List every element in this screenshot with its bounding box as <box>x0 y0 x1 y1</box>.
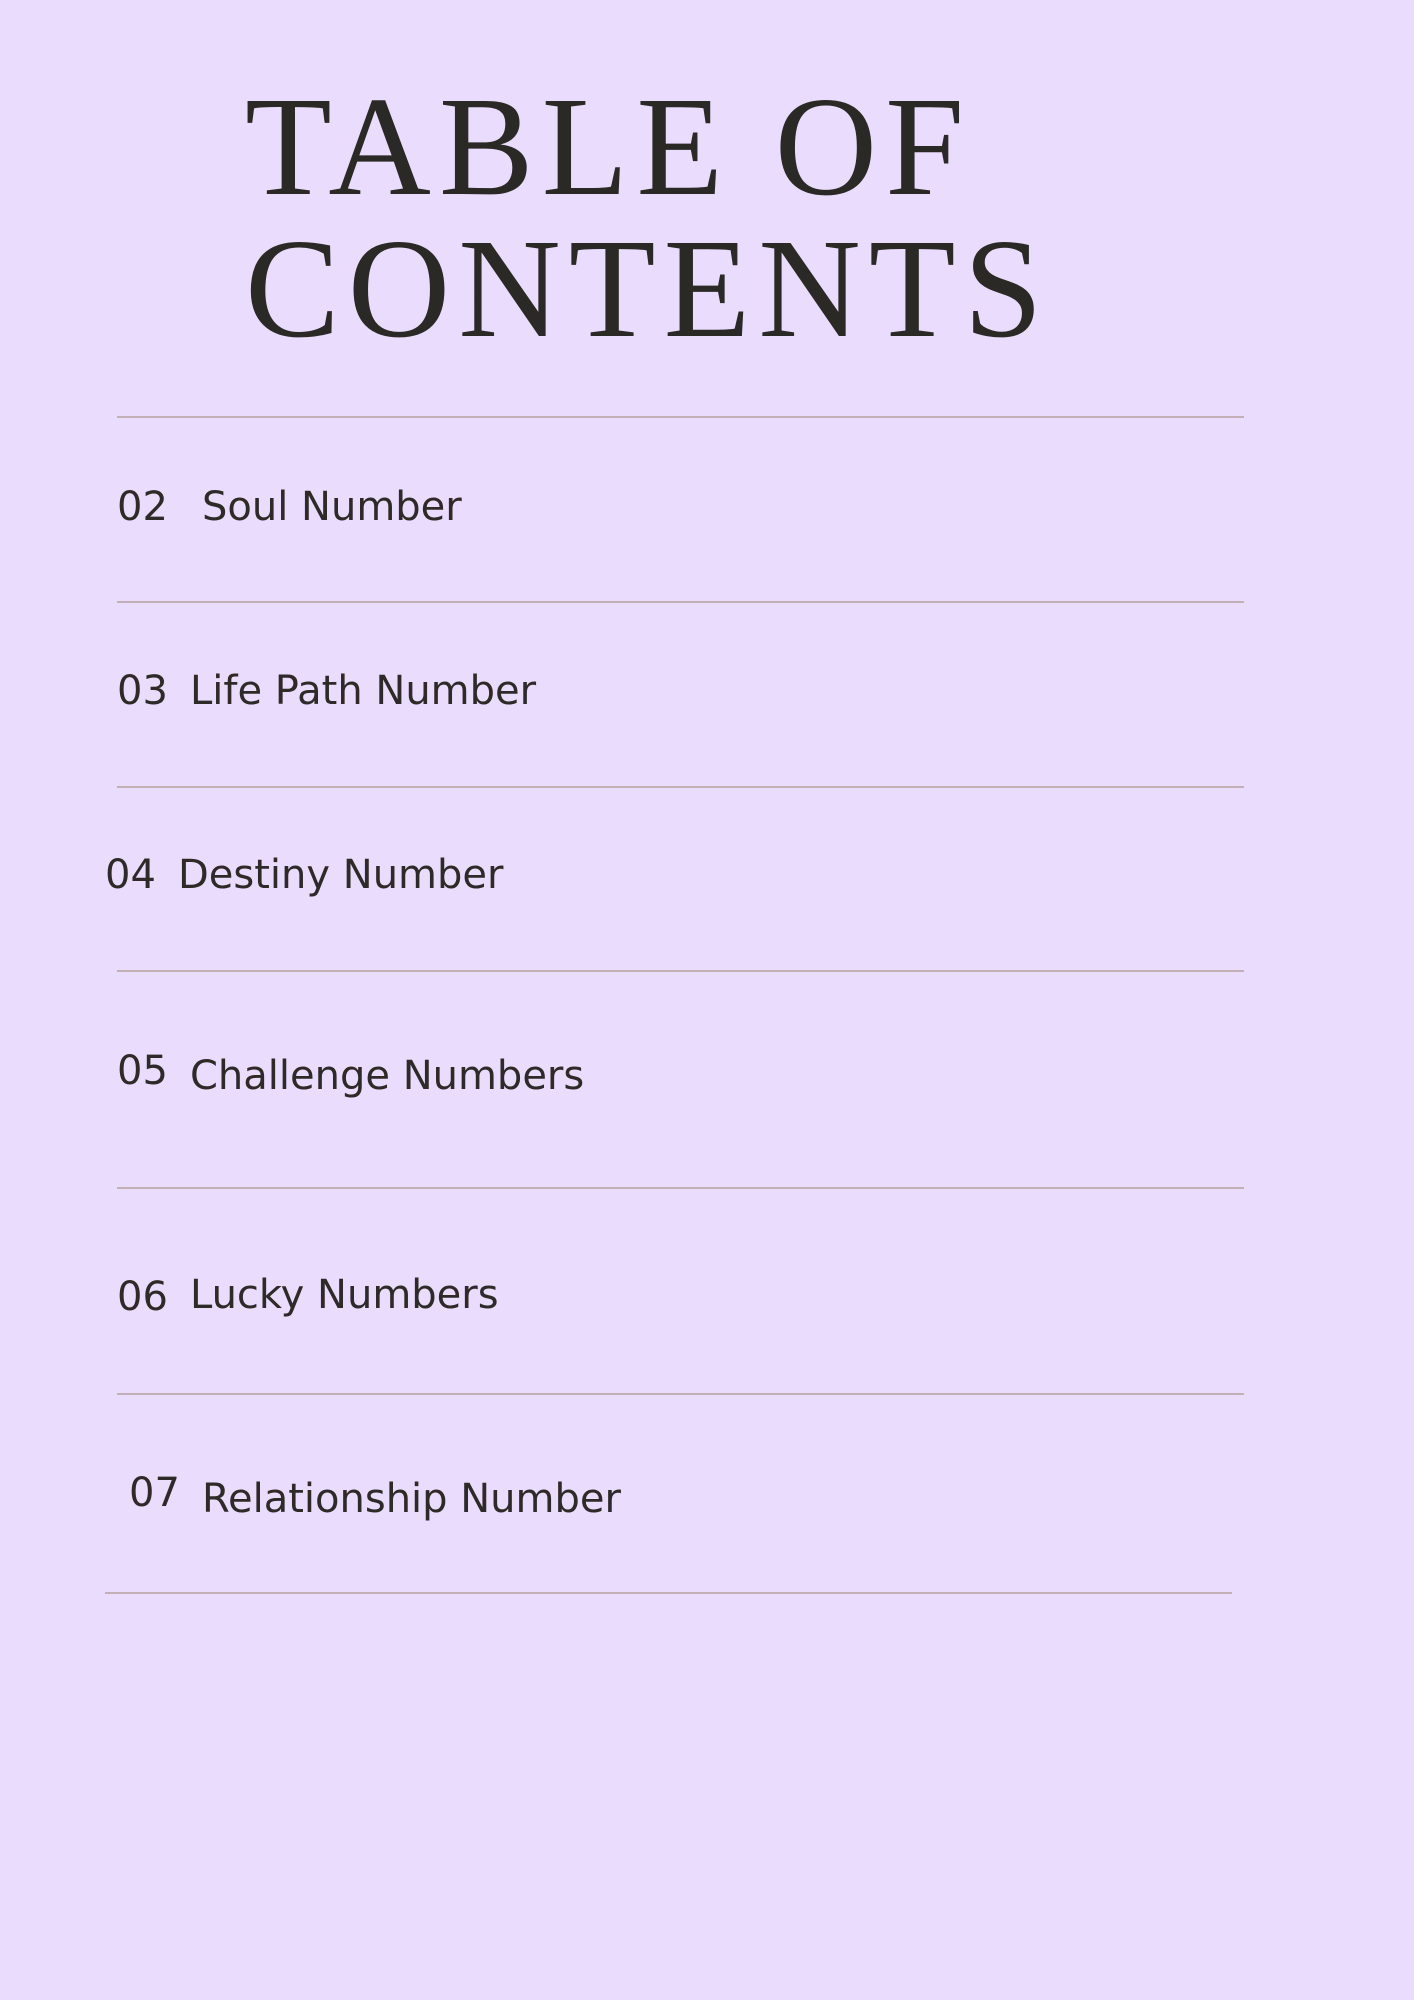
toc-entry-number: 02 <box>117 484 168 530</box>
divider <box>117 416 1244 418</box>
divider <box>117 1393 1244 1395</box>
divider <box>117 1187 1244 1189</box>
toc-entry-label[interactable]: Challenge Numbers <box>190 1053 585 1099</box>
toc-entry-label[interactable]: Life Path Number <box>190 668 537 714</box>
toc-entry-label[interactable]: Soul Number <box>202 484 462 530</box>
toc-entry-number: 05 <box>117 1048 168 1094</box>
toc-entry-number: 07 <box>129 1470 180 1516</box>
toc-entry-number: 06 <box>117 1274 168 1320</box>
divider <box>117 601 1244 603</box>
toc-entry-label[interactable]: Relationship Number <box>202 1476 621 1522</box>
toc-entry-label[interactable]: Lucky Numbers <box>190 1272 499 1318</box>
toc-entry-label[interactable]: Destiny Number <box>178 852 504 898</box>
title-line-2: CONTENTS <box>245 209 1051 367</box>
divider <box>117 970 1244 972</box>
toc-entry-number: 03 <box>117 668 168 714</box>
title-line-1: TABLE OF <box>245 67 973 225</box>
page-title <box>245 67 1051 367</box>
divider <box>117 786 1244 788</box>
toc-entry-number: 04 <box>105 852 156 898</box>
divider <box>105 1592 1232 1594</box>
